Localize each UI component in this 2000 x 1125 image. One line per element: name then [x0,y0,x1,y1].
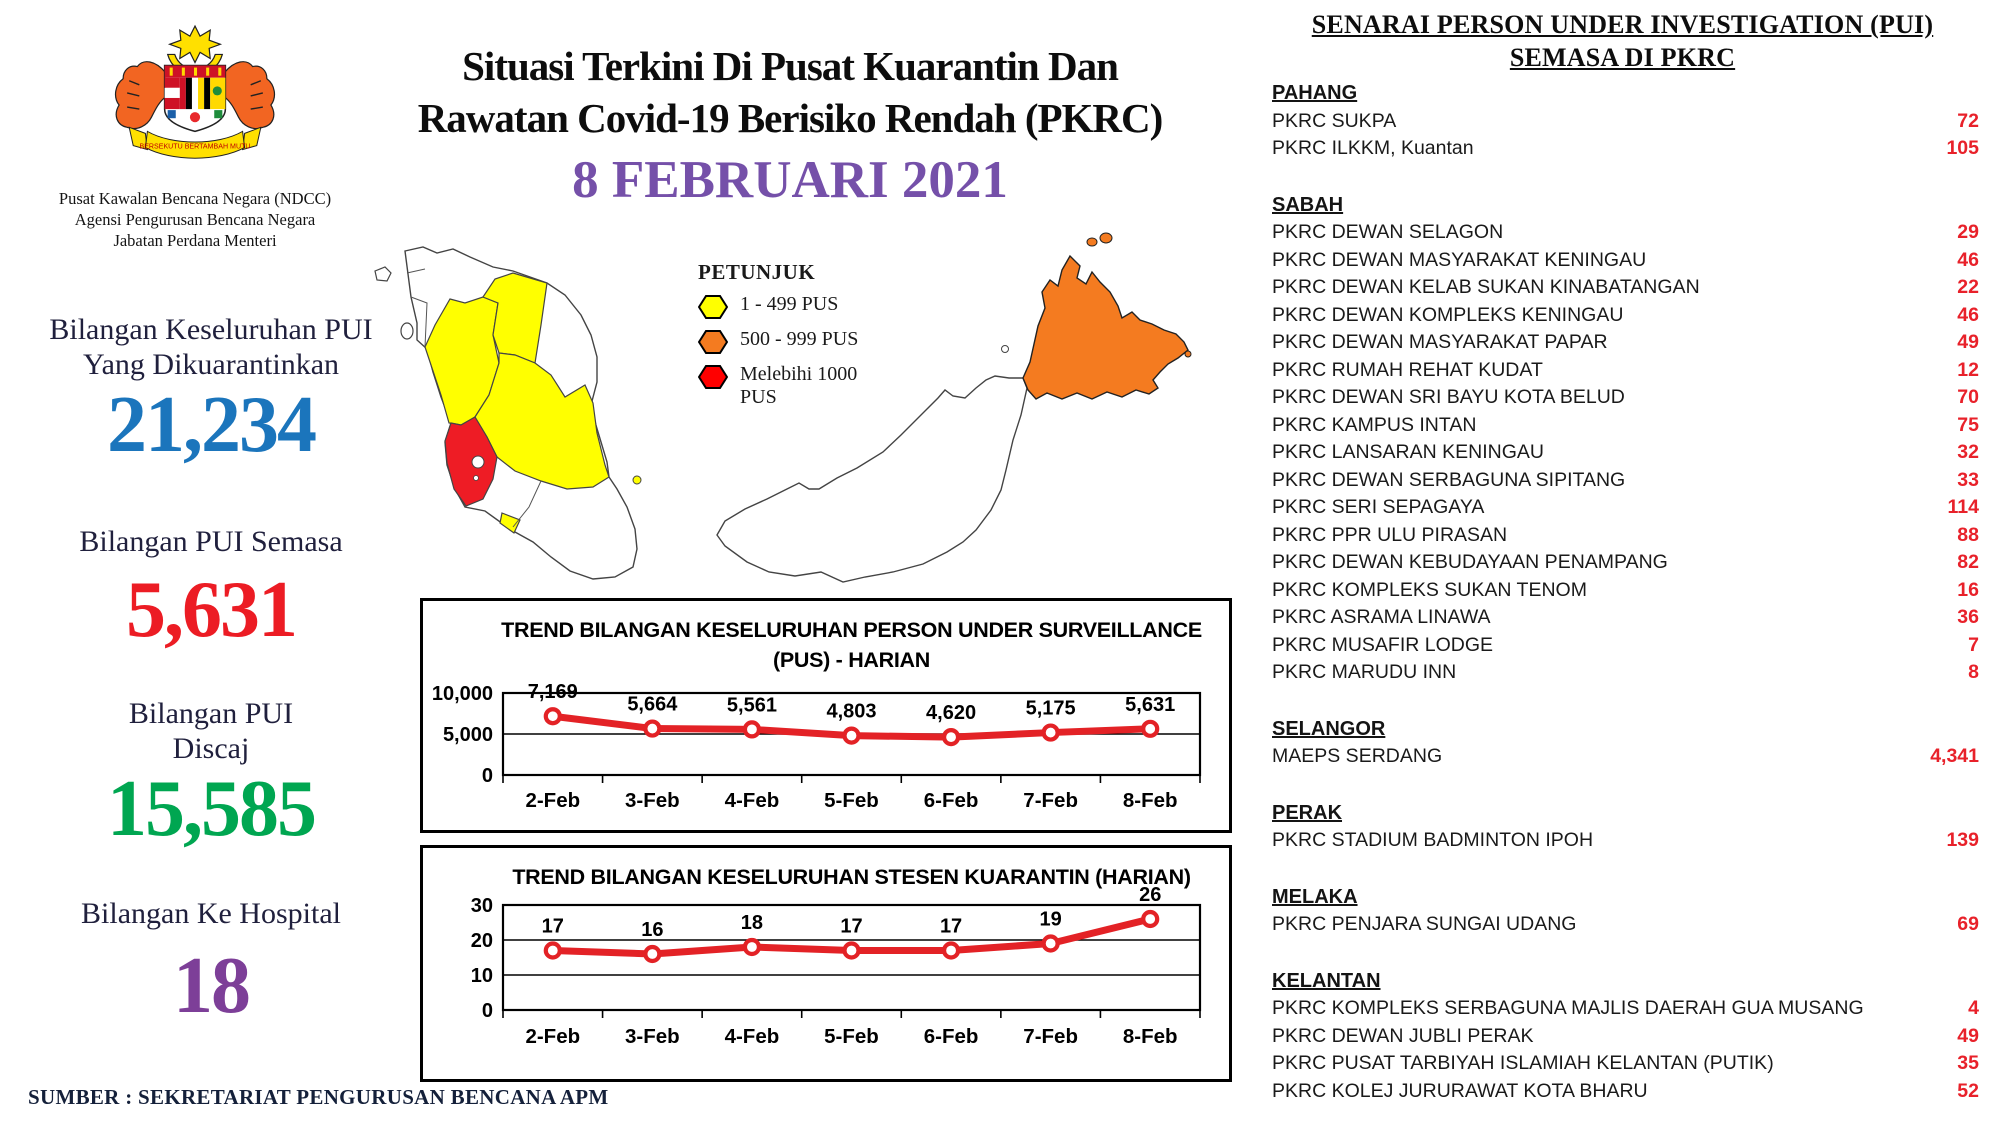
data-point-label: 17 [541,915,564,938]
pui-center-name: PKRC KOLEJ JURURAWAT KOTA BHARU [1272,1079,1648,1102]
chart-canvas [423,848,1229,1079]
pui-count: 33 [1957,468,1979,491]
pui-section-perak [1272,800,1979,855]
pui-row [1272,1078,1979,1106]
pui-row [1272,549,1979,577]
pui-row [1272,329,1979,357]
x-axis-category-label: 3-Feb [625,1025,680,1048]
pui-count: 29 [1957,221,1979,243]
stat-label: Bilangan PUI Semasa [79,525,343,558]
pui-center-name: PKRC DEWAN MASYARAKAT KENINGAU [1272,248,1647,271]
x-axis-category-label: 8-Feb [1122,789,1178,812]
x-axis-category-label: 6-Feb [923,789,979,812]
pui-row [1272,219,1979,247]
pui-row [1272,439,1979,467]
legend-item-label: 500 - 999 PUS [740,328,859,350]
pui-row [1272,302,1979,330]
data-point-marker [546,944,560,958]
tiger-left-icon [116,62,166,129]
x-axis-category-label: 7-Feb [1023,1025,1078,1048]
pui-center-name: PKRC DEWAN SERBAGUNA SIPITANG [1272,468,1626,491]
data-point-label: 5,631 [1125,693,1176,716]
pui-count: 8 [1968,661,1979,683]
x-axis-category-label: 2-Feb [525,789,581,812]
pui-center-name: PKRC DEWAN KOMPLEKS KENINGAU [1272,303,1624,326]
pui-center-name: PKRC KOMPLEKS SUKAN TENOM [1272,578,1587,601]
tiger-right-icon [224,62,274,129]
org-line: Agensi Pengurusan Bencana Negara [74,210,316,229]
pui-count: 4,341 [1930,745,1979,767]
data-point-label: 4,803 [826,700,877,723]
pui-row [1272,659,1979,687]
tioman-island [633,476,641,484]
data-point-label: 5,561 [726,694,777,717]
pui-count: 88 [1957,523,1979,546]
pui-center-name: PKRC SERI SEPAGAYA [1272,496,1485,518]
pui-row [1272,522,1979,550]
pui-row [1272,604,1979,632]
pui-count: 70 [1957,386,1979,408]
pui-row [1272,632,1979,660]
pui-list-title-line2: SEMASA DI PKRC [1509,43,1736,72]
pui-center-name: PKRC PENJARA SUNGAI UDANG [1272,913,1577,935]
data-point-marker [944,944,958,958]
pui-center-name: PKRC MUSAFIR LODGE [1272,633,1494,656]
pui-count: 22 [1957,276,1979,298]
pui-count: 46 [1957,248,1979,271]
org-line: Pusat Kawalan Bencana Negara (NDCC) [58,189,332,208]
pui-section-pahang [1272,80,1979,163]
state-sabah [1023,256,1188,399]
data-point-label: 5,175 [1025,697,1076,720]
stat-block-1 [28,524,394,653]
pui-section-selangor [1272,716,1979,771]
stat-block-0 [28,312,394,468]
kuala-lumpur-enclave [472,456,484,468]
x-axis-category-label: 4-Feb [724,1025,780,1048]
putrajaya-enclave [474,476,479,481]
pui-count: 72 [1957,109,1979,132]
data-point-marker [745,940,759,954]
langkawi-island [375,267,391,281]
y-axis-tick-label: 10,000 [431,683,493,705]
pui-count: 52 [1957,1079,1979,1102]
page-title [385,40,1195,144]
data-point-label: 4,620 [926,702,977,725]
data-point-marker [1143,912,1157,926]
x-axis-category-label: 5-Feb [824,1025,879,1048]
pui-count: 139 [1946,829,1979,851]
pui-count: 46 [1957,303,1979,326]
data-point-marker [745,722,759,736]
data-point-label: 5,664 [627,693,678,716]
pui-center-name: PKRC RUMAH REHAT KUDAT [1272,358,1543,381]
sabah-island [1087,238,1097,246]
source-note: SUMBER : SEKRETARIAT PENGURUSAN BENCANA APM [28,1085,609,1109]
y-axis-tick-label: 0 [481,765,493,787]
pui-count: 69 [1957,913,1979,935]
chart-title: (PUS) - HARIAN [772,648,931,672]
stesen-trend-chart [420,845,1232,1082]
pui-row [1272,467,1979,495]
pui-list-title [1250,8,1995,74]
org-name [30,188,360,251]
pui-count: 36 [1957,606,1979,628]
state-sarawak [717,376,1027,582]
data-point-label: 18 [740,912,764,934]
pui-state-header: PAHANG [1272,82,1358,104]
pui-center-name: MAEPS SERDANG [1272,745,1443,767]
data-point-marker [944,730,958,744]
data-point-marker [645,722,659,736]
map-peninsular-malaysia [365,237,700,607]
report-date: 8 FEBRUARI 2021 [572,151,1008,209]
federal-star-icon [170,26,221,62]
data-point-label: 17 [939,915,963,938]
pui-section-melaka [1272,884,1979,939]
stat-value: 18 [173,942,249,1030]
pui-row [1272,357,1979,385]
pui-state-header: SELANGOR [1272,717,1386,740]
legend-item-label: 1 - 499 PUS [740,293,839,315]
pui-center-name: PKRC SUKPA [1272,109,1397,132]
pui-center-name: PKRC KAMPUS INTAN [1272,413,1477,436]
pui-count: 4 [1968,997,1979,1019]
pui-row [1272,135,1979,163]
x-axis-category-label: 6-Feb [923,1025,979,1048]
pui-center-name: PKRC PUSAT TARBIYAH ISLAMIAH KELANTAN (PUTIK) [1272,1052,1774,1074]
stat-block-2 [28,696,394,852]
x-axis-category-label: 8-Feb [1122,1025,1178,1048]
stat-label: Bilangan Ke Hospital [81,897,341,930]
x-axis-category-label: 3-Feb [625,789,680,812]
pui-center-name: PKRC LANSARAN KENINGAU [1272,441,1544,463]
pui-row [1272,494,1979,522]
pui-count: 114 [1947,496,1979,518]
pui-count: 75 [1957,413,1979,436]
data-point-label: 16 [641,919,664,941]
pui-row [1272,412,1979,440]
pui-center-name: PKRC KOMPLEKS SERBAGUNA MAJLIS DAERAH GUA MUSANG [1272,997,1864,1019]
pui-center-name: PKRC ASRAMA LINAWA [1272,606,1491,628]
data-point-label: 17 [840,915,863,938]
y-axis-tick-label: 20 [470,930,493,952]
pui-center-name: PKRC DEWAN MASYARAKAT PAPAR [1272,331,1608,353]
pui-center-name: PKRC DEWAN JUBLI PERAK [1272,1024,1534,1047]
pui-count: 35 [1957,1052,1979,1074]
data-point-marker [645,947,659,961]
pui-count: 49 [1957,331,1979,353]
x-axis-category-label: 7-Feb [1023,789,1078,812]
pui-row [1272,247,1979,275]
stat-value: 15,585 [107,765,315,853]
y-axis-tick-label: 5,000 [442,724,493,746]
pui-count: 7 [1968,633,1979,656]
stat-value: 5,631 [126,566,296,654]
org-line: Jabatan Perdana Menteri [113,231,277,250]
pui-row [1272,911,1979,939]
pui-count: 16 [1957,578,1979,601]
pui-row [1272,108,1979,136]
pui-center-name: PKRC DEWAN KELAB SUKAN KINABATANGAN [1272,276,1700,298]
data-point-marker [1143,722,1157,736]
data-point-marker [845,944,859,958]
x-axis-category-label: 2-Feb [525,1025,581,1048]
stat-label: Bilangan PUI Discaj [128,697,294,765]
malaysia-coat-of-arms-logo [88,20,302,182]
pui-count: 32 [1957,441,1979,463]
pui-list [1272,80,1979,1125]
pui-row [1272,274,1979,302]
legend-item-label: Melebihi 1000 PUS [740,363,858,408]
pui-row [1272,743,1979,771]
pui-list-title-line1: SENARAI PERSON UNDER INVESTIGATION (PUI) [1311,10,1934,39]
pui-count: 82 [1957,551,1979,573]
stat-block-3 [28,896,394,1029]
motto-text: BERSEKUTU BERTAMBAH MUTU [139,142,251,151]
legend-title: PETUNJUK [698,260,816,284]
labuan-island [1002,346,1009,353]
pui-center-name: PKRC DEWAN SELAGON [1272,221,1504,243]
pui-section-sabah [1272,192,1979,687]
sabah-island [1100,233,1112,243]
pui-center-name: PKRC MARUDU INN [1272,661,1457,683]
data-point-label: 7,169 [527,681,578,704]
data-point-marker [1044,937,1058,951]
pui-count: 105 [1946,137,1979,159]
pui-state-header: KELANTAN [1272,969,1381,992]
data-point-marker [845,729,859,743]
data-point-label: 26 [1139,884,1162,906]
chart-title: TREND BILANGAN KESELURUHAN PERSON UNDER SURVEILLANCE [501,618,1202,642]
shield-icon [165,66,226,132]
pui-state-header: MELAKA [1272,885,1358,908]
pui-center-name: PKRC DEWAN SRI BAYU KOTA BELUD [1272,386,1625,408]
map-east-malaysia [695,225,1250,610]
penang-island [401,323,413,339]
data-point-marker [1044,726,1058,740]
data-point-marker [546,709,560,723]
y-axis-tick-label: 0 [481,1000,493,1022]
pui-center-name: PKRC STADIUM BADMINTON IPOH [1272,829,1594,851]
x-axis-category-label: 5-Feb [824,789,879,812]
data-point-label: 19 [1039,908,1062,931]
pui-row [1272,1050,1979,1078]
pui-row [1272,1023,1979,1051]
pui-count: 12 [1957,358,1979,381]
y-axis-tick-label: 10 [470,965,493,987]
stat-value: 21,234 [107,381,315,469]
pui-count: 49 [1957,1024,1979,1047]
pui-state-header: PERAK [1272,801,1343,824]
pui-state-header: SABAH [1272,193,1344,216]
sabah-island [1185,351,1191,357]
y-axis-tick-label: 30 [470,895,493,917]
pui-row [1272,384,1979,412]
pui-center-name: PKRC ILKKM, Kuantan [1272,137,1474,159]
x-axis-category-label: 4-Feb [724,789,780,812]
page-title-line2: Rawatan Covid-19 Berisiko Rendah (PKRC) [417,95,1163,141]
pui-center-name: PKRC DEWAN KEBUDAYAAN PENAMPANG [1272,551,1668,573]
pui-center-name: PKRC PPR ULU PIRASAN [1272,523,1508,546]
pui-row [1272,827,1979,855]
pui-row [1272,995,1979,1023]
page-title-line1: Situasi Terkini Di Pusat Kuarantin Dan [462,43,1118,89]
chart-title: TREND BILANGAN KESELURUHAN STESEN KUARANTIN (HARIAN) [512,865,1191,889]
pui-section-kelantan [1272,968,1979,1106]
pus-trend-chart [420,598,1232,833]
stat-label: Bilangan Keseluruhan PUI Yang Dikuarantinkan [49,313,373,381]
chart-canvas [423,601,1229,830]
pui-row [1272,577,1979,605]
